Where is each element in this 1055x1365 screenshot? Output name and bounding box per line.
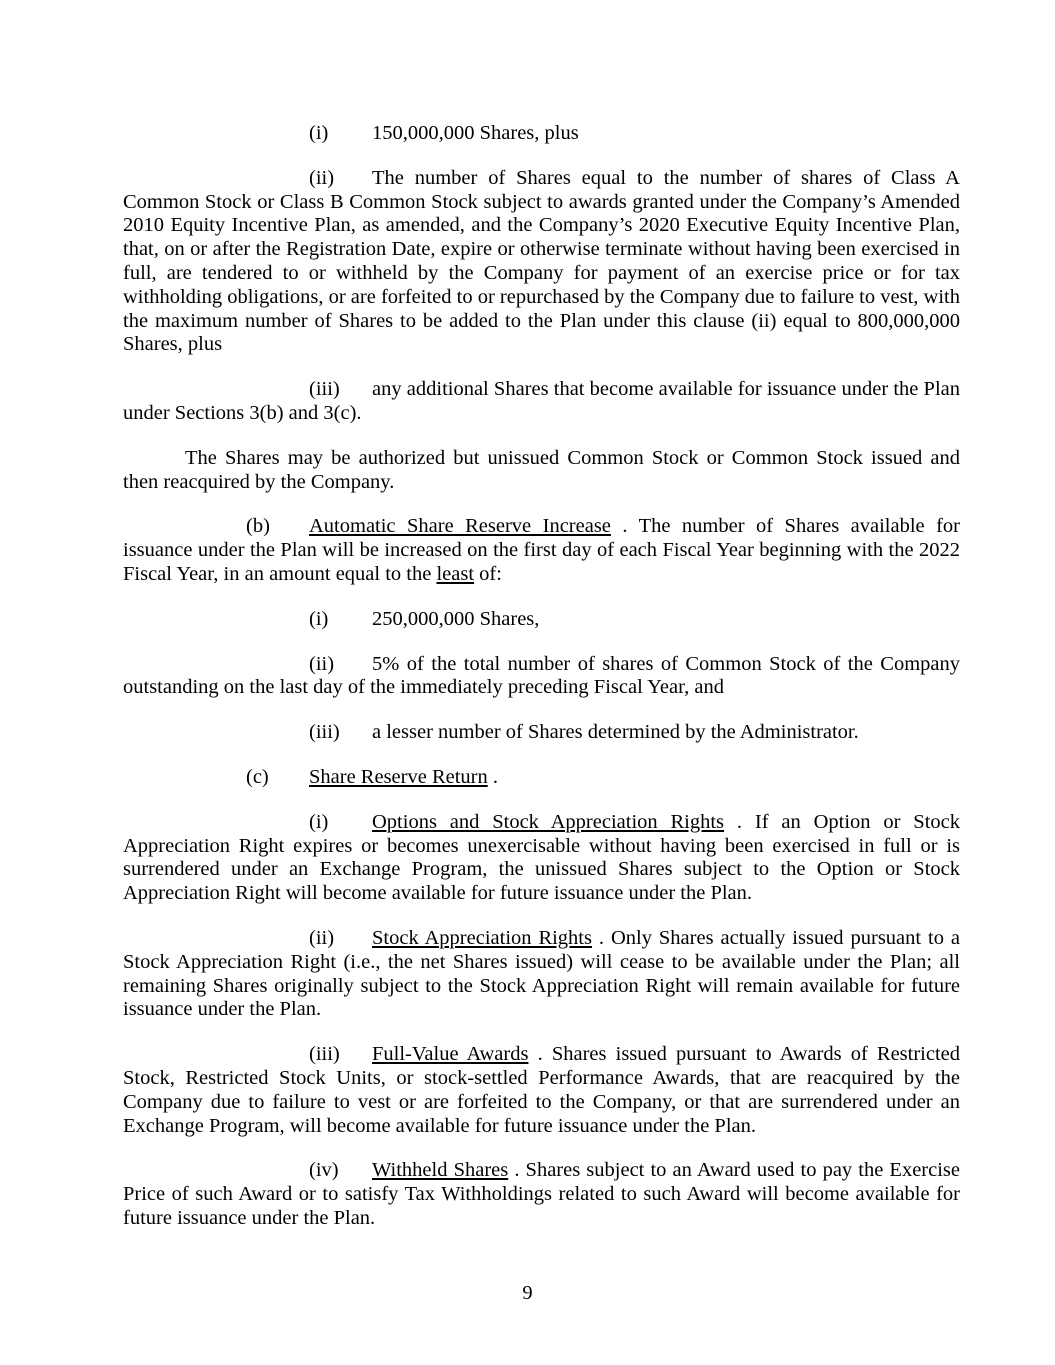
list-marker: (i) xyxy=(309,810,329,833)
list-marker: (i) xyxy=(309,122,329,144)
para-c-ii-stock-appreciation-rights xyxy=(123,927,960,1022)
underlined-heading-run: Options and Stock Appreciation Rights xyxy=(372,810,725,833)
text-run: . Shares issued pursuant to Awards of Restricted Stock, Restricted Stock Units, or stock-settled Performance Awards, that are reacquired by the Company due to failure to vest or are forfeited to the Company, or that are surrendered under an Exchange Program, will become available for future issuance under the Plan. xyxy=(123,1043,961,1137)
para-b-iii-lesser-number xyxy=(123,721,960,745)
text-run: . Only Shares actually issued pursuant to a Stock Appreciation Right (i.e., the net Shares issued) will cease to be available under the Plan; all remaining Shares originally subject to the Stock Appreciation Right will remain available for future issuance under the Plan. xyxy=(123,926,960,1021)
text-run: 5% of the total number of shares of Common Stock of the Company outstanding on the last day of the immediately preceding Fiscal Year, and xyxy=(123,652,960,699)
underlined-heading-run: Share Reserve Return xyxy=(309,765,488,788)
list-marker: (iv) xyxy=(309,1159,339,1182)
text-run: of: xyxy=(479,562,502,585)
text-run: . The number of Shares available for issuance under the Plan will be increased on the first day of each Fiscal Year beginning with the 2022 Fiscal Year, in an amount equal to the xyxy=(123,515,961,585)
text-run: any additional Shares that become available for issuance under the Plan under Sections 3(b) and 3(c). xyxy=(123,378,960,424)
text-run: 250,000,000 Shares, xyxy=(372,607,540,630)
para-c-i-options-and-sars xyxy=(123,811,960,906)
underlined-heading-run: Full-Value Awards xyxy=(372,1043,529,1066)
para-b-ii-five-percent xyxy=(123,653,960,701)
text-run: a lesser number of Shares determined by the Administrator. xyxy=(372,721,859,744)
para-a-ii-class-a-b-stock xyxy=(123,167,960,357)
list-marker: (c) xyxy=(246,765,269,788)
text-run: The Shares may be authorized but unissued Common Stock or Common Stock issued and then reacquired by the Company. xyxy=(123,446,960,493)
list-marker: (iii) xyxy=(309,721,340,744)
text-run: 150,000,000 Shares, plus xyxy=(372,122,579,144)
para-a-i-150m-shares xyxy=(123,122,960,146)
para-a-iii-additional-shares xyxy=(123,378,960,426)
text-run: . Shares subject to an Award used to pay the Exercise Price of such Award or to satisfy Tax Withholdings related to such Award will become available for future issuance under the Plan. xyxy=(123,1159,960,1229)
list-marker: (iii) xyxy=(309,1043,340,1066)
para-shares-authorized-unissued xyxy=(123,447,960,495)
list-marker: (ii) xyxy=(309,652,335,675)
list-marker: (ii) xyxy=(309,166,335,189)
list-marker: (b) xyxy=(246,515,270,538)
text-run: The number of Shares equal to the number of shares of Class A Common Stock or Class B Common Stock subject to awards granted under the Company’s Amended 2010 Equity Incentive Plan, as amended, and the Company’s 2020 Executive Equity Incentive Plan, that, on or after the Registration Date, expire or otherwise terminate without having been exercised in full, are tendered to or withheld by the Company for payment of an exercise price or for tax withholding obligations, or are forfeited to or repurchased by the Company due to failure to vest, with the maximum number of Shares to be added to the Plan under this clause (ii) equal to 800,000,000 Shares, plus xyxy=(123,166,960,356)
para-c-share-reserve-return xyxy=(123,766,960,790)
list-marker: (ii) xyxy=(309,926,335,949)
text-run: . If an Option or Stock Appreciation Right expires or becomes unexercisable without having been exercised in full or is surrendered under an Exchange Program, the unissued Shares subject to the Option or Stock Appreciation Right will become available for future issuance under the Plan. xyxy=(123,810,960,905)
page-number: 9 xyxy=(522,1282,533,1304)
underlined-word-least: least xyxy=(436,562,475,585)
underlined-heading-run: Withheld Shares xyxy=(372,1159,509,1182)
list-marker: (i) xyxy=(309,607,329,630)
para-b-automatic-share-reserve-increase xyxy=(123,515,960,586)
para-c-iv-withheld-shares xyxy=(123,1159,960,1230)
underlined-heading-run: Stock Appreciation Rights xyxy=(372,926,592,949)
para-c-iii-full-value-awards xyxy=(123,1043,960,1138)
para-b-i-250m-shares xyxy=(123,608,960,632)
text-run: . xyxy=(492,765,498,788)
list-marker: (iii) xyxy=(309,378,340,401)
underlined-heading-run: Automatic Share Reserve Increase xyxy=(309,515,611,538)
